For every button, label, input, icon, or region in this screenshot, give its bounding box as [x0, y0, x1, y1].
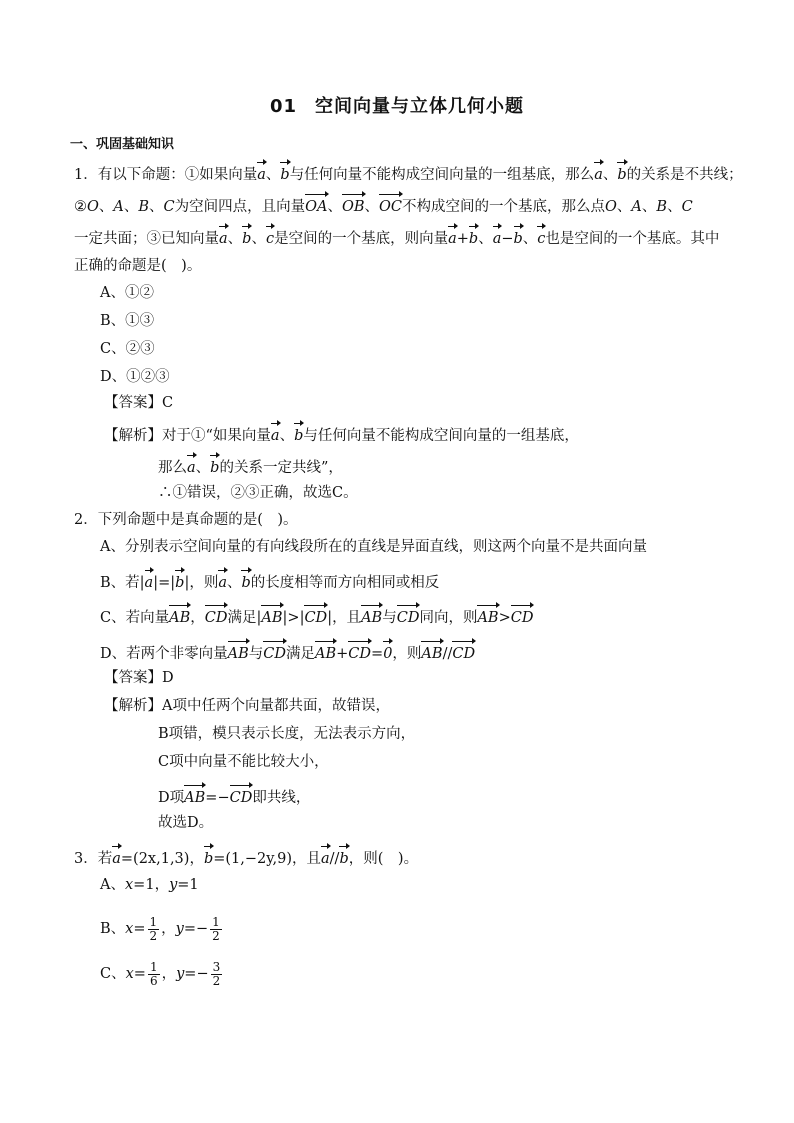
q3-option-c: C、x= $\frac{1}{6}$ ，y=− $\frac{3}{2}$ [100, 959, 221, 988]
q2-option-c: C、若向量AB，CD满足|AB|>|CD|，且AB与CD同向，则AB>CD [100, 605, 533, 628]
q1-stem-line4: 正确的命题是( )。 [74, 258, 202, 274]
q1-analysis-line3: ∴①错误，②③正确，故选C。 [158, 485, 358, 501]
page-title [0, 92, 794, 118]
q1-stem-line3: 一定共面；③已知向量a、b、c是空间的一个基底，则向量a+b、a−b、c也是空间的一个基底。其中 [74, 226, 719, 249]
q3-option-a: A、x=1，y=1 [100, 877, 199, 893]
q1-analysis-line1: 【解析】对于①“如果向量a、b与任何向量不能构成空间向量的一组基底， [104, 423, 579, 446]
q2-analysis-line2: B项错，模只表示长度，无法表示方向， [158, 726, 416, 742]
q2-analysis-line1: 【解析】A项中任两个向量都共面，故错误， [104, 698, 390, 714]
q1-answer: 【答案】C [104, 395, 174, 411]
fraction: $\frac{1}{2}$ [149, 914, 158, 943]
q1-option-c: C、②③ [100, 341, 155, 357]
q2-answer: 【答案】D [104, 670, 174, 686]
q1-analysis-line2: 那么a、b的关系一定共线”， [158, 455, 343, 478]
q1-stem-line2: ②O、A、B、C为空间四点，且向量OA、OB、OC不构成空间的一个基底，那么点O、A、B、C [74, 194, 693, 217]
q2-stem: 2．下列命题中是真命题的是( )。 [74, 512, 298, 528]
fraction: $\frac{1}{2}$ [212, 914, 220, 943]
title-text: 空间向量与立体几何小题 [315, 96, 525, 117]
section-heading: 一、巩固基础知识 [70, 137, 175, 152]
vector-OA: OA [305, 194, 327, 217]
q2-analysis-line3: C项中向量不能比较大小， [158, 754, 329, 770]
q1-option-b: B、①③ [100, 313, 155, 329]
vector-a: a [594, 162, 603, 185]
vector-b: b [617, 162, 626, 185]
q2-option-a: A、分别表示空间向量的有向线段所在的直线是异面直线，则这两个向量不是共面向量 [100, 539, 647, 555]
q1-option-d: D、①②③ [100, 369, 170, 385]
title-number: 01 [269, 96, 298, 117]
vector-OB: OB [342, 194, 365, 217]
q1-stem-line1: 1．有以下命题：①如果向量a、b与任何向量不能构成空间向量的一组基底，那么a、b的关系是不共线； [74, 162, 743, 185]
q3-stem: 3．若a=(2x,1,3)，b=(1,−2y,9)，且a//b，则( )。 [74, 846, 418, 869]
vector-OC: OC [379, 194, 402, 217]
q2-analysis-line5: 故选D。 [158, 815, 214, 831]
q3-option-b: B、x= $\frac{1}{2}$ ，y=− $\frac{1}{2}$ [100, 914, 220, 943]
fraction: $\frac{1}{6}$ [149, 959, 158, 988]
q2-analysis-line4: D项AB=−CD即共线， [158, 785, 310, 808]
vector-a: a [257, 162, 266, 185]
q2-option-b: B、若|a|=|b|，则a、b的长度相等而方向相同或相反 [100, 570, 439, 593]
vector-b: b [280, 162, 289, 185]
fraction: $\frac{3}{2}$ [212, 959, 221, 988]
q1-option-a: A、①② [100, 285, 154, 301]
q2-option-d: D、若两个非零向量AB与CD满足AB+CD=0，则AB//CD [100, 641, 475, 664]
